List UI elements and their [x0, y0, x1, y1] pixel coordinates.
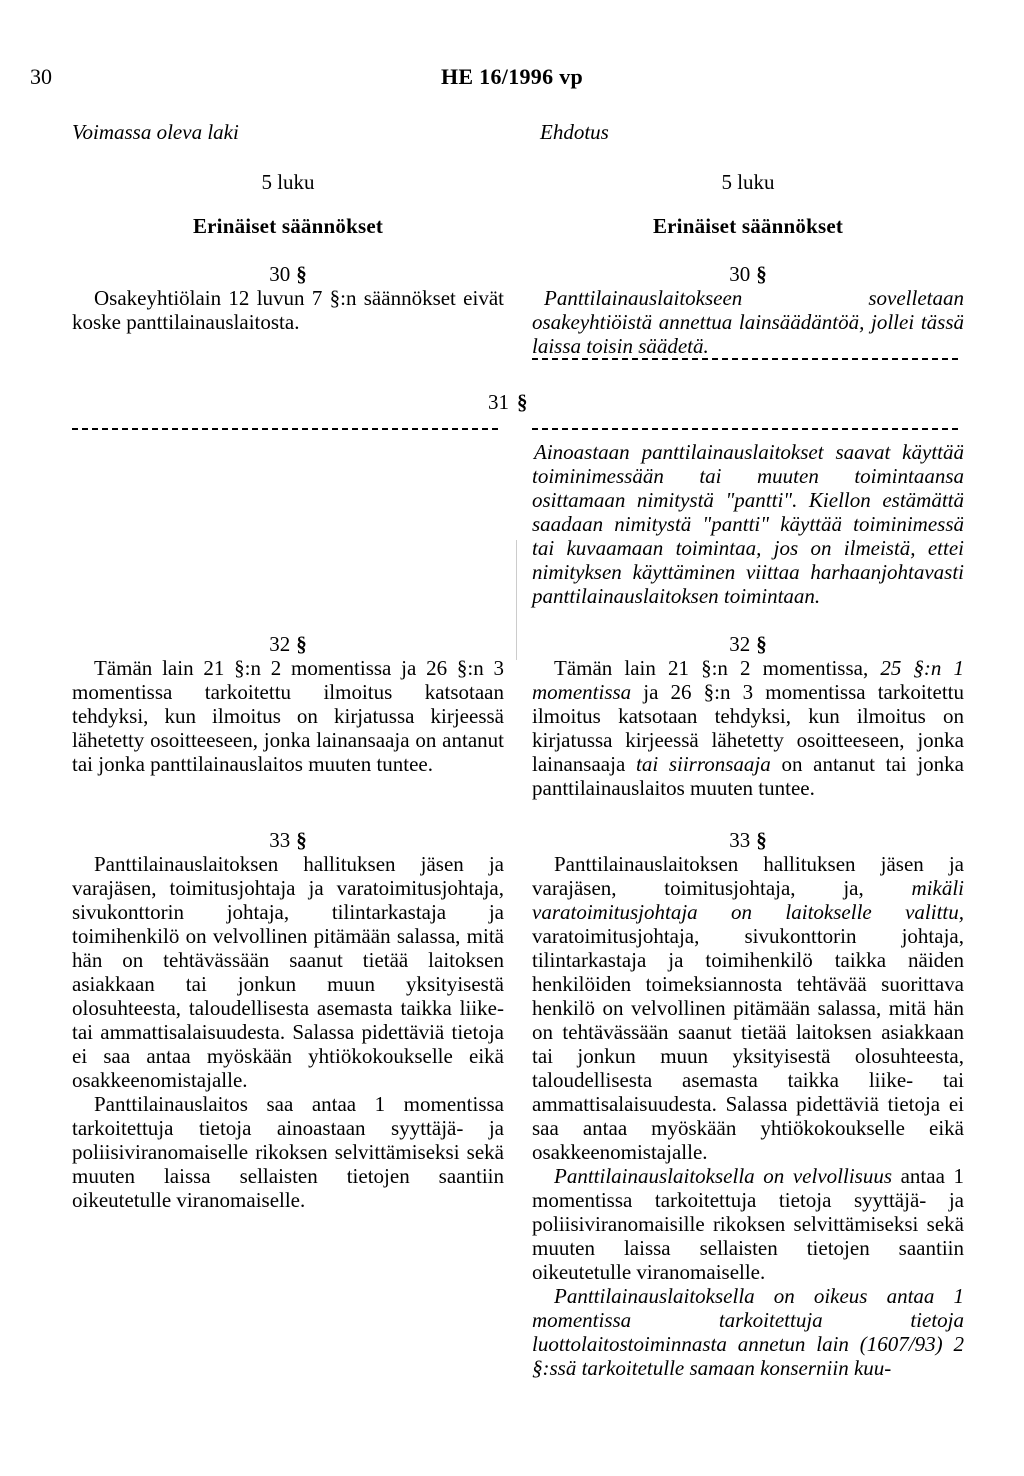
right-chapter-block — [532, 170, 964, 238]
right-section-31 — [532, 440, 964, 608]
section-heading — [72, 262, 504, 286]
right-section-32 — [532, 632, 964, 800]
section-text: Panttilainauslaitokseen sovelletaan osakeyhtiöistä annettua lainsäädäntöä, jollei tässä laissa toisin säädetä. — [532, 286, 964, 358]
section-heading — [72, 828, 504, 852]
section-sign-icon: § — [756, 632, 767, 656]
right-section-30 — [532, 262, 964, 358]
section-paragraph-1 — [532, 852, 964, 1164]
right-section-33 — [532, 828, 964, 1380]
section-paragraph-2: Panttilainauslaitos saa antaa 1 momentissa tarkoitettuja tietoja ainoastaan syyttäjä- ja poliisiviranomaiselle rikoksen selvittämiseksi sekä muuten laissa sellaisten tietojen saantiin oikeutetulle viranomaiselle. — [72, 1092, 504, 1212]
section-number: 31 — [488, 390, 509, 414]
section-text — [532, 656, 964, 800]
text-run: on antanut tai jonka panttilainauslaitos muuten tuntee. — [532, 752, 964, 800]
section-31-heading — [488, 390, 528, 414]
section-heading — [72, 632, 504, 656]
text-run: varatoimitusjohtaja, sivukonttorin johtaja, tilintarkastaja ja toimihenkilö taikka näiden henkilöiden toimeksiannosta tehtävää suorittava henkilö on velvollinen pitämään salassa, mitä hän on tehtävässään saanut tietää laitoksen asiakkaan tai jonkun muun yksityisestä olosuhteesta, taloudellisesta asemasta taikka liike- tai ammattisalaisuudesta. Salassa pidettäviä tietoja ei saa antaa myöskään yhtiökokoukselle eikä osakkeenomistajalle. — [532, 924, 964, 1164]
amended-text: 25 §:n 1 momentissa — [532, 656, 965, 704]
left-section-32 — [72, 632, 504, 776]
omission-dashes — [72, 428, 498, 430]
section-sign-icon: § — [296, 828, 307, 852]
section-text: Osakeyhtiölain 12 luvun 7 §:n säännökset eivät koske panttilainauslaitosta. — [72, 286, 504, 334]
section-number: 33 — [729, 828, 751, 852]
text-run: Panttilainauslaitoksen hallituksen jäsen ja varajäsen, toimitusjohtaja, ja, — [532, 852, 964, 900]
right-chapter-title: Erinäiset säännökset — [652, 214, 844, 238]
left-chapter-number: 5 luku — [261, 170, 315, 194]
section-text: Tämän lain 21 §:n 2 momentissa ja 26 §:n 3 momentissa tarkoitettu ilmoitus katsotaan tehdyksi, kun ilmoitus on kirjatussa kirjeessä lähetetty osoitteeseen, jonka lainansaaja on antanut tai jonka panttilainauslaitos muuten tuntee. — [72, 656, 504, 776]
left-column-heading: Voimassa oleva laki — [72, 120, 239, 144]
text-run: ja 26 §:n 3 momentissa tarkoitettu ilmoitus katsotaan tehdyksi, kun ilmoitus on kirjatussa kirjeessä lähetetty osoitteeseen, jonka lainansaaja — [532, 680, 964, 776]
section-sign-icon: § — [517, 390, 528, 414]
left-chapter-title: Erinäiset säännökset — [192, 214, 384, 238]
section-sign-icon: § — [296, 262, 307, 286]
left-section-33 — [72, 828, 504, 1212]
section-number: 30 — [729, 262, 751, 286]
left-section-30 — [72, 262, 504, 334]
omission-dashes — [532, 428, 958, 430]
section-number: 32 — [729, 632, 751, 656]
left-chapter-block — [72, 170, 504, 238]
amended-text: Panttilainauslaitoksella on velvollisuus — [554, 1164, 892, 1188]
section-heading — [532, 828, 964, 852]
right-chapter-number: 5 luku — [721, 170, 775, 194]
document-id: HE 16/1996 vp — [441, 64, 584, 89]
amended-text: tai siirronsaaja — [635, 752, 771, 776]
right-column-heading: Ehdotus — [540, 120, 609, 144]
section-paragraph-3: Panttilainauslaitoksella on oikeus antaa 1 momentissa tarkoitettuja tietoja luottolaitostoiminnasta annetun lain (1607/93) 2 §:ssä tarkoitetulle samaan konserniin kuu- — [532, 1284, 964, 1380]
section-sign-icon: § — [756, 262, 767, 286]
amended-text: mikäli varatoimitusjohtaja on laitokselle valittu, — [532, 876, 964, 924]
text-run: antaa 1 momentissa tarkoitettuja tietoja syyttäjä- ja poliisiviranomaisille rikoksen selvittämiseksi sekä muuten laissa sellaisten tietojen saantiin oikeutetulle viranomaiselle. — [532, 1164, 964, 1284]
section-number: 30 — [269, 262, 291, 286]
section-number: 33 — [269, 828, 291, 852]
section-paragraph-2 — [532, 1164, 964, 1284]
section-text: Ainoastaan panttilainauslaitokset saavat käyttää toiminimessään tai muuten toimintaansa osittamaan nimitystä "pantti". Kiellon estämättä saadaan nimitystä "pantti" käyttää toiminimessä tai kuvaamaan toimintaa, jos on ilmeistä, ettei nimityksen käyttäminen viittaa harhaanjohtavasti panttilainauslaitoksen toimintaan. — [532, 440, 964, 608]
page-number: 30 — [30, 64, 52, 89]
section-heading — [532, 632, 964, 656]
section-sign-icon: § — [756, 828, 767, 852]
text-run: Tämän lain 21 §:n 2 momentissa, — [554, 656, 881, 680]
section-sign-icon: § — [296, 632, 307, 656]
section-paragraph-1: Panttilainauslaitoksen hallituksen jäsen ja varajäsen, toimitusjohtaja ja varatoimitusjohtaja, sivukonttorin johtaja, tilintarkastaja ja toimihenkilö on velvollinen pitämään salassa, mitä hän on tehtävässään saanut tietää laitoksen asiakkaan tai jonkun muun yksityisestä olosuhteesta, taloudellisesta asemasta taikka liike- tai ammattisalaisuudesta. Salassa pidettäviä tietoja ei saa antaa myöskään yhtiökokoukselle eikä osakkeenomistajalle. — [72, 852, 504, 1092]
section-number: 32 — [269, 632, 291, 656]
section-heading — [532, 262, 964, 286]
column-divider — [516, 540, 517, 660]
omission-dashes — [532, 358, 958, 360]
